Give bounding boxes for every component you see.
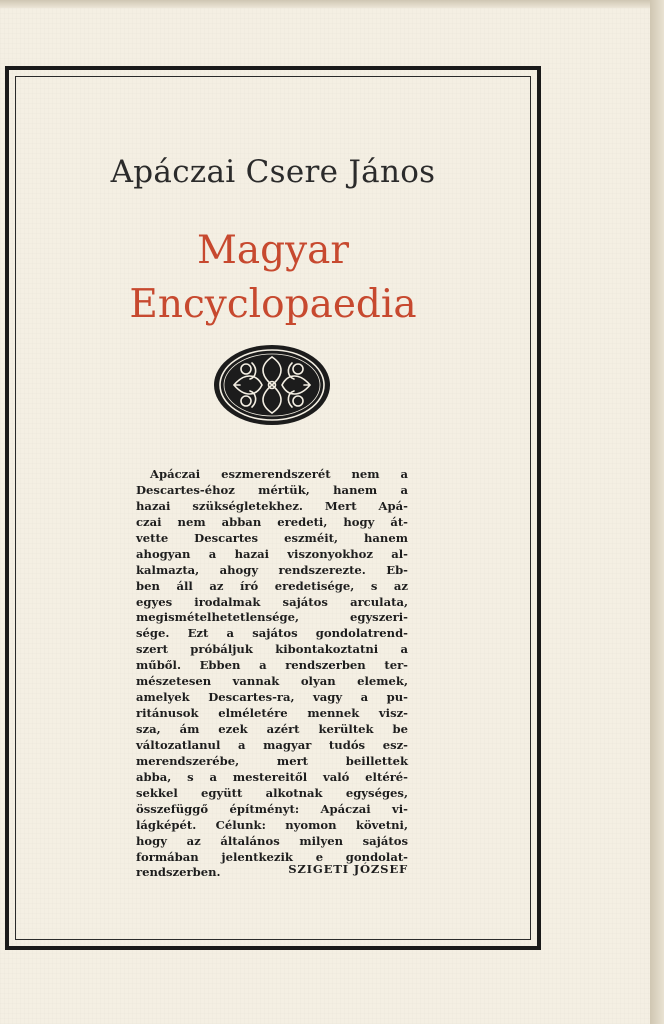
- blurb-line: merendszerébe, mert beillettek: [136, 753, 408, 768]
- blurb-line: formában jelentkezik e gondolat-: [136, 849, 408, 864]
- blurb-line: vette Descartes eszméit, hanem: [136, 530, 408, 545]
- blurb-line: rendszerben.: [136, 865, 221, 880]
- book-title-line-2: Encyclopaedia: [129, 282, 417, 327]
- blurb-line: összefüggő építményt: Apáczai vi-: [136, 801, 408, 816]
- blurb-line: Apáczai eszmerendszerét nem a: [150, 467, 408, 481]
- blurb-line: hogy az általános milyen sajátos: [136, 833, 408, 848]
- blurb-line: ahogyan a hazai viszonyokhoz al-: [136, 546, 408, 561]
- blurb-line: egyes irodalmak sajátos arculata,: [136, 594, 408, 609]
- blurb-line: Descartes-éhoz mértük, hanem a: [136, 482, 408, 497]
- blurb-line: sza, ám ezek azért kerültek be: [136, 722, 408, 736]
- blurb-line: mészetesen vannak olyan elemek,: [136, 674, 408, 689]
- blurb-line: hazai szükségletekhez. Mert Apá-: [136, 498, 408, 513]
- cover-top-edge: [0, 0, 650, 8]
- blurb-line: amelyek Descartes-ra, vagy a pu-: [136, 690, 408, 705]
- blurb-line: változatlanul a magyar tudós esz-: [136, 737, 408, 752]
- author-name: Apáczai Csere János: [110, 154, 436, 190]
- blurb-line: abba, s a mestereitől való eltéré-: [136, 769, 408, 784]
- blurb-text: [136, 467, 408, 881]
- blurb-line: kalmazta, ahogy rendszerezte. Eb-: [136, 562, 408, 577]
- blurb-line: czai nem abban eredeti, hogy át-: [136, 514, 408, 529]
- blurb-line: lágképét. Célunk: nyomon követni,: [136, 817, 408, 832]
- book-title-line-1: Magyar: [196, 228, 350, 273]
- blurb-line: sége. Ezt a sajátos gondolatrend-: [136, 626, 408, 641]
- blurb-line: ritánusok elméletére mennek visz-: [136, 706, 408, 721]
- blurb-line: sekkel együtt alkotnak egységes,: [136, 785, 408, 800]
- blurb-signature: SZIGETI JÓZSEF: [288, 862, 408, 876]
- blurb-line: szert próbáljuk kibontakoztatni a: [136, 642, 408, 657]
- blurb-line: megismételhetetlensége, egyszeri-: [136, 610, 408, 625]
- cover-right-edge: [650, 0, 664, 1024]
- blurb-line: ben áll az író eredetisége, s az: [136, 578, 408, 593]
- oval-filigree-ornament-icon: [212, 343, 332, 427]
- blurb-line: műből. Ebben a rendszerben ter-: [136, 658, 408, 673]
